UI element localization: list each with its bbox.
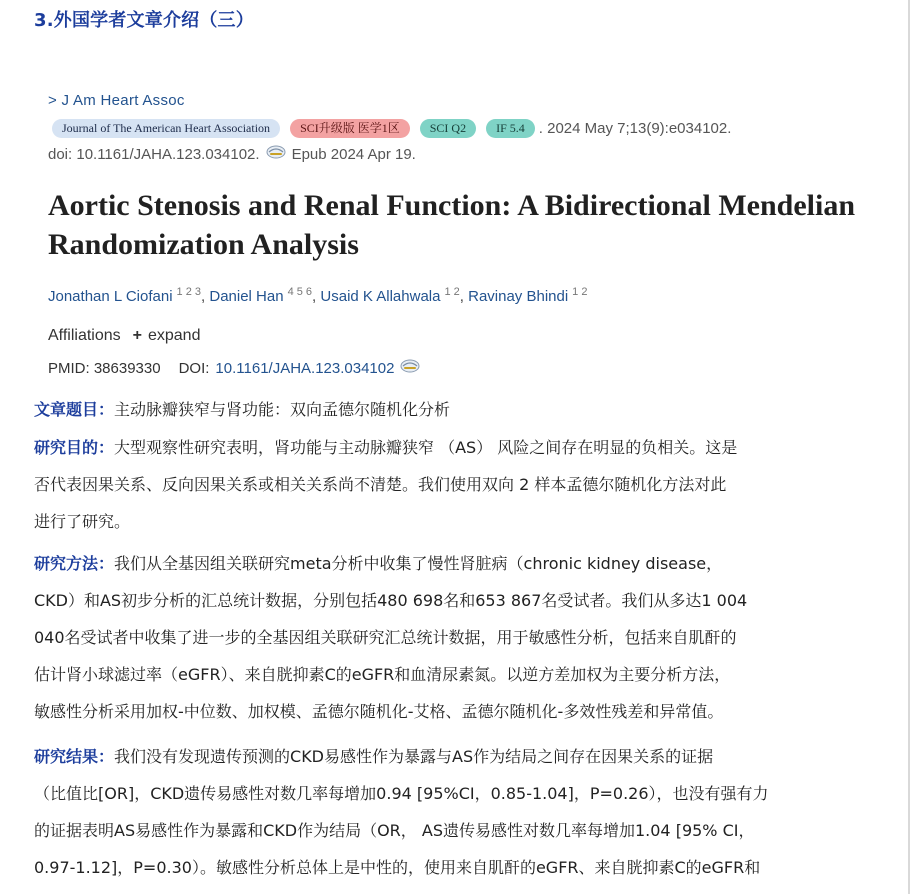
full-text-link-icon[interactable] <box>266 145 286 159</box>
methods-line: 040名受试者中收集了进一步的全基因组关联研究汇总统计数据，用于敏感性分析，包括来自肌酐的 <box>34 628 737 647</box>
topic-label: 文章题目： <box>34 400 115 419</box>
citation-doi-text: doi: 10.1161/JAHA.123.034102. <box>48 145 260 163</box>
purpose-paragraph <box>34 429 870 540</box>
author-list: Jonathan L Ciofani $^{1 2 3}$, Daniel Han $^{4 5 6}$, Usaid K Allahwala $^{1 2}$, Ravinay Bhindi $^{1 2}$ <box>48 286 588 305</box>
topic-paragraph <box>34 391 870 428</box>
epub-date: Epub 2024 Apr 19. <box>291 145 416 163</box>
methods-line: 估计肾小球滤过率（eGFR）、来自胱抑素C的eGFR和血清尿素氮。以逆方差加权为主要分析方法， <box>34 665 731 684</box>
doi-link[interactable]: 10.1161/JAHA.123.034102 <box>215 359 395 377</box>
results-paragraph <box>34 738 870 886</box>
journal-link[interactable]: > J Am Heart Assoc <box>48 92 185 109</box>
methods-line: CKD）和AS初步分析的汇总统计数据，分别包括480 698名和653 867名受试者。我们从多达1 004 <box>34 591 748 610</box>
full-text-link-icon[interactable] <box>400 359 420 373</box>
results-line: 我们没有发现遗传预测的CKD易感性作为暴露与AS作为结局之间存在因果关系的证据 <box>114 747 714 766</box>
purpose-label: 研究目的： <box>34 438 115 457</box>
author-name[interactable]: Ravinay Bhindi <box>468 288 569 305</box>
purpose-line: 大型观察性研究表明，肾功能与主动脉瓣狭窄 （AS） 风险之间存在明显的负相关。这是 <box>114 438 738 457</box>
sci-zone-badge[interactable]: SCI升级版 医学1区 <box>290 119 410 138</box>
purpose-line: 否代表因果关系、反向因果关系或相关关系尚不清楚。我们使用双向 2 样本孟德尔随机化方法对此 <box>34 475 727 494</box>
expand-affiliations-button[interactable]: expand <box>147 327 201 344</box>
sci-quartile-badge[interactable]: SCI Q2 <box>420 119 476 138</box>
author-name[interactable]: Daniel Han <box>209 288 284 305</box>
methods-line: 敏感性分析采用加权-中位数、加权模、孟德尔随机化-艾格、孟德尔随机化-多效性残差和异常值。 <box>34 702 724 721</box>
author-name[interactable]: Usaid K Allahwala <box>320 288 441 305</box>
purpose-line: 进行了研究。 <box>34 512 131 531</box>
affiliations-label: Affiliations <box>48 327 121 344</box>
publication-info: . 2024 May 7;13(9):e034102. <box>538 119 732 137</box>
methods-line: 我们从全基因组关联研究meta分析中收集了慢性肾脏病（chronic kidney disease， <box>114 554 723 573</box>
methods-paragraph <box>34 545 870 730</box>
author-affiliation-numbers[interactable]: 1 2 <box>572 286 588 298</box>
page-right-border <box>908 0 910 894</box>
author-name[interactable]: Jonathan L Ciofani <box>48 288 173 305</box>
doi-label: DOI: <box>178 359 210 377</box>
author-affiliation-numbers[interactable]: 4 5 6 <box>287 286 313 298</box>
section-heading: 3.外国学者文章介绍（三） <box>34 10 254 31</box>
results-line: 0.97-1.12]，P=0.30）。敏感性分析总体上是中性的，使用来自肌酐的eGFR、来自胱抑素C的eGFR和 <box>34 858 761 877</box>
methods-label: 研究方法： <box>34 554 115 573</box>
affiliations-row <box>48 327 200 345</box>
results-line: 的证据表明AS易感性作为暴露和CKD作为结局（OR， AS遗传易感性对数几率每增加1.04 [95% CI， <box>34 821 755 840</box>
article-title: Aortic Stenosis and Renal Function: A Bidirectional Mendelian Randomization Analysis <box>48 189 855 261</box>
pmid: PMID: 38639330 <box>48 359 161 377</box>
journal-badge-row <box>52 117 731 139</box>
journal-name-badge[interactable]: Journal of The American Heart Association <box>52 119 280 138</box>
plus-icon[interactable]: + <box>132 327 142 344</box>
results-label: 研究结果： <box>34 747 115 766</box>
topic-text: 主动脉瓣狭窄与肾功能：双向孟德尔随机化分析 <box>114 400 451 419</box>
author-affiliation-numbers[interactable]: 1 2 <box>444 286 460 298</box>
author-affiliation-numbers[interactable]: 1 2 3 <box>176 286 202 298</box>
identifier-row <box>48 359 426 377</box>
impact-factor-badge[interactable]: IF 5.4 <box>486 119 535 138</box>
results-line: （比值比[OR]，CKD遗传易感性对数几率每增加0.94 [95%CI，0.85-1.04]，P=0.26），也没有强有力 <box>34 784 769 803</box>
citation-doi-line <box>48 145 416 163</box>
